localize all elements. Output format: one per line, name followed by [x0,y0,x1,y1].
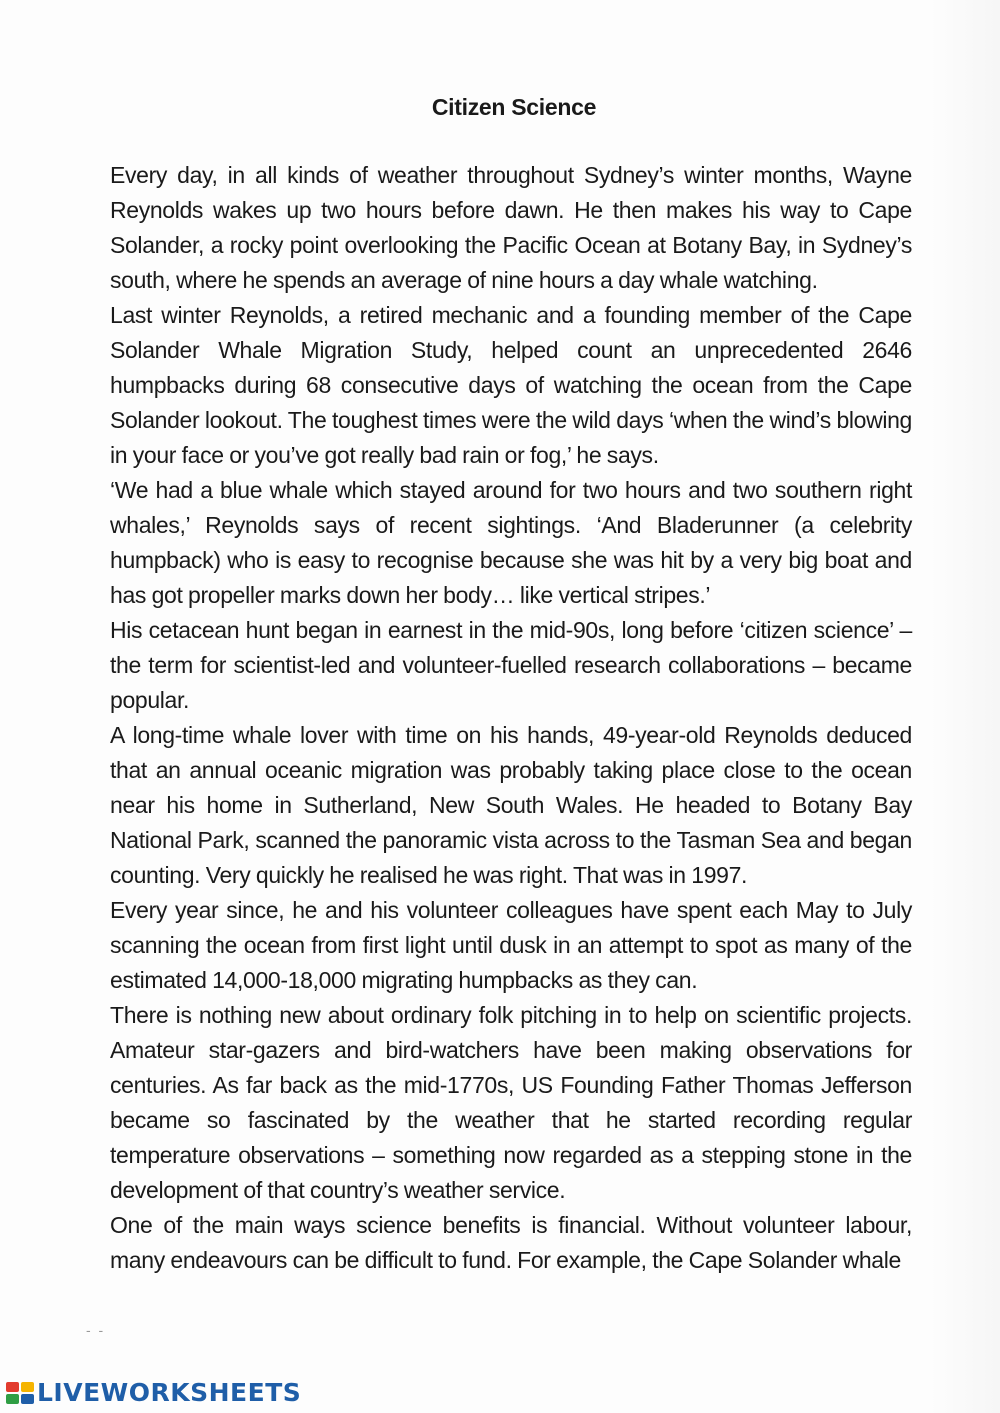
liveworksheets-footer[interactable] [6,1378,301,1408]
logo-square-yellow [21,1382,34,1392]
logo-square-green [6,1394,19,1404]
liveworksheets-logo-text: LIVEWORKSHEETS [37,1378,302,1407]
logo-square-red [6,1382,19,1392]
page-number-mark: - - [86,1322,106,1338]
liveworksheets-logo-icon [6,1382,34,1404]
scan-shadow [930,0,1000,1413]
paragraph-4: His cetacean hunt began in earnest in the mid-90s, long before ‘citizen science’ – the term for scientist-led and volunteer-fuelled research collaborations – became popular. [110,617,912,713]
paragraph-7: There is nothing new about ordinary folk pitching in to help on scientific projects. Amateur star-gazers and bird-watchers have been making observations for centuries. As far back as the mid-1770s, US Founding Father Thomas Jefferson became so fascinated by the weather that he started recording regular temperature observations – something now regarded as a stepping stone in the development of that country’s weather service. [110,1002,912,1203]
article-title: Citizen Science [431,94,597,120]
paragraph-3: ‘We had a blue whale which stayed around for two hours and two southern right whales,’ Reynolds says of recent sightings. ‘And Bladerunner (a celebrity humpback) who is easy to recognise because she was hit by a very big boat and has got propeller marks down her body… like vertical stripes.’ [110,477,912,608]
logo-square-blue [21,1394,34,1404]
paragraph-5: A long-time whale lover with time on his hands, 49-year-old Reynolds deduced that an annual oceanic migration was probably taking place close to the ocean near his home in Sutherland, New South Wales. He headed to Botany Bay National Park, scanned the panoramic vista across to the Tasman Sea and began counting. Very quickly he realised he was right. That was in 1997. [110,722,912,888]
article-body [110,158,912,1278]
paragraph-2: Last winter Reynolds, a retired mechanic and a founding member of the Cape Solander Whale Migration Study, helped count an unprecedented 2646 humpbacks during 68 consecutive days of watching the ocean from the Cape Solander lookout. The toughest times were the wild days ‘when the wind’s blowing in your face or you’ve got really bad rain or fog,’ he says. [110,302,912,468]
paragraph-6: Every year since, he and his volunteer colleagues have spent each May to July scanning the ocean from first light until dusk in an attempt to spot as many of the estimated 14,000-18,000 migrating humpbacks as they can. [110,897,912,993]
paragraph-1: Every day, in all kinds of weather throughout Sydney’s winter months, Wayne Reynolds wakes up two hours before dawn. He then makes his way to Cape Solander, a rocky point overlooking the Pacific Ocean at Botany Bay, in Sydney’s south, where he spends an average of nine hours a day whale watching. [110,162,912,293]
paragraph-8: One of the main ways science benefits is financial. Without volunteer labour, many endeavours can be difficult to fund. For example, the Cape Solander whale [110,1212,912,1273]
